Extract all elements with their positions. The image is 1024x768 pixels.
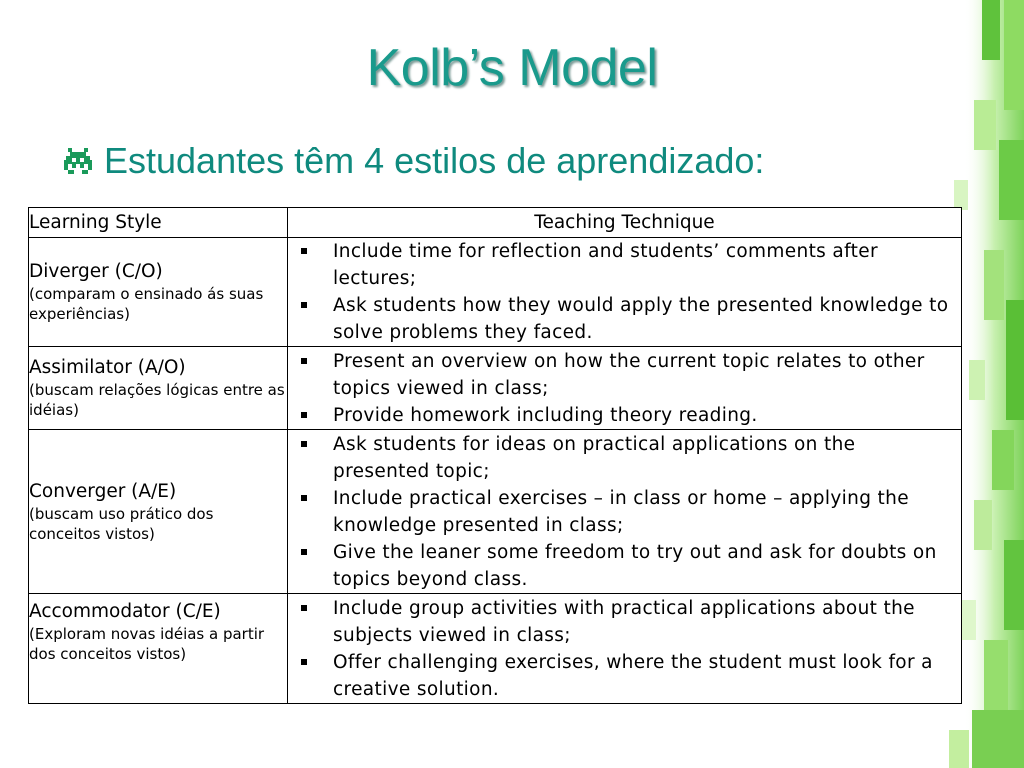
square-bullet-icon (301, 248, 307, 254)
square-bullet-icon (301, 358, 307, 364)
square-bullet-icon (301, 441, 307, 447)
learning-style-cell (29, 430, 288, 594)
technique-text: Ask students how they would apply the presented knowledge to solve problems they faced. (333, 295, 949, 343)
square-bullet-icon (301, 659, 307, 665)
style-description: (Exploram novas idéias a partir dos conceitos vistos) (29, 625, 265, 663)
bullet-text: Estudantes têm 4 estilos de aprendizado: (104, 140, 765, 181)
table-row (29, 594, 962, 704)
technique-item (288, 595, 961, 649)
technique-item (288, 539, 961, 593)
technique-text: Include time for reflection and students’ comments after lectures; (333, 241, 878, 289)
table-row (29, 347, 962, 430)
pixel-invader-bullet-icon (64, 148, 92, 174)
square-bullet-icon (301, 605, 307, 611)
teaching-technique-cell (288, 594, 962, 704)
style-description: (buscam relações lógicas entre as idéias) (29, 381, 285, 419)
teaching-technique-cell (288, 430, 962, 594)
technique-item (288, 649, 961, 703)
technique-item (288, 292, 961, 346)
technique-item (288, 485, 961, 539)
bullet-line (64, 140, 764, 182)
technique-text: Give the leaner some freedom to try out and ask for doubts on topics beyond class. (333, 541, 937, 590)
technique-text: Include group activities with practical applications about the subjects viewed in class; (333, 597, 915, 646)
teaching-technique-cell (288, 238, 962, 347)
technique-text: Offer challenging exercises, where the student must look for a creative solution. (333, 651, 933, 700)
header-learning-style: Learning Style (29, 208, 288, 238)
style-description: (buscam uso prático dos conceitos vistos) (29, 504, 214, 543)
table-header-row (29, 208, 962, 238)
style-description: (comparam o ensinado ás suas experiências) (29, 285, 264, 323)
header-teaching-technique: Teaching Technique (288, 208, 962, 238)
square-bullet-icon (301, 495, 307, 501)
table-row (29, 238, 962, 347)
slide-title: Kolb’s Model (366, 39, 658, 97)
learning-style-cell (29, 594, 288, 704)
square-bullet-icon (301, 302, 307, 308)
learning-style-cell (29, 347, 288, 430)
style-name: Accommodator (C/E) (29, 601, 221, 622)
technique-text: Provide homework including theory reading. (333, 404, 758, 426)
technique-text: Ask students for ideas on practical applications on the presented topic; (333, 433, 856, 482)
style-name: Assimilator (A/O) (29, 357, 186, 378)
kolb-styles-table (28, 207, 962, 704)
style-name: Converger (A/E) (29, 480, 177, 502)
table-row (29, 430, 962, 594)
technique-text: Present an overview on how the current topic relates to other topics viewed in class; (333, 350, 925, 399)
square-bullet-icon (301, 412, 307, 418)
technique-item (288, 348, 961, 402)
technique-item (288, 402, 961, 429)
style-name: Diverger (C/O) (29, 261, 163, 282)
technique-text: Include practical exercises – in class or home – applying the knowledge presented in class; (333, 487, 909, 536)
square-bullet-icon (301, 549, 307, 555)
technique-item (288, 238, 961, 292)
technique-item (288, 431, 961, 485)
teaching-technique-cell (288, 347, 962, 430)
learning-style-cell (29, 238, 288, 347)
